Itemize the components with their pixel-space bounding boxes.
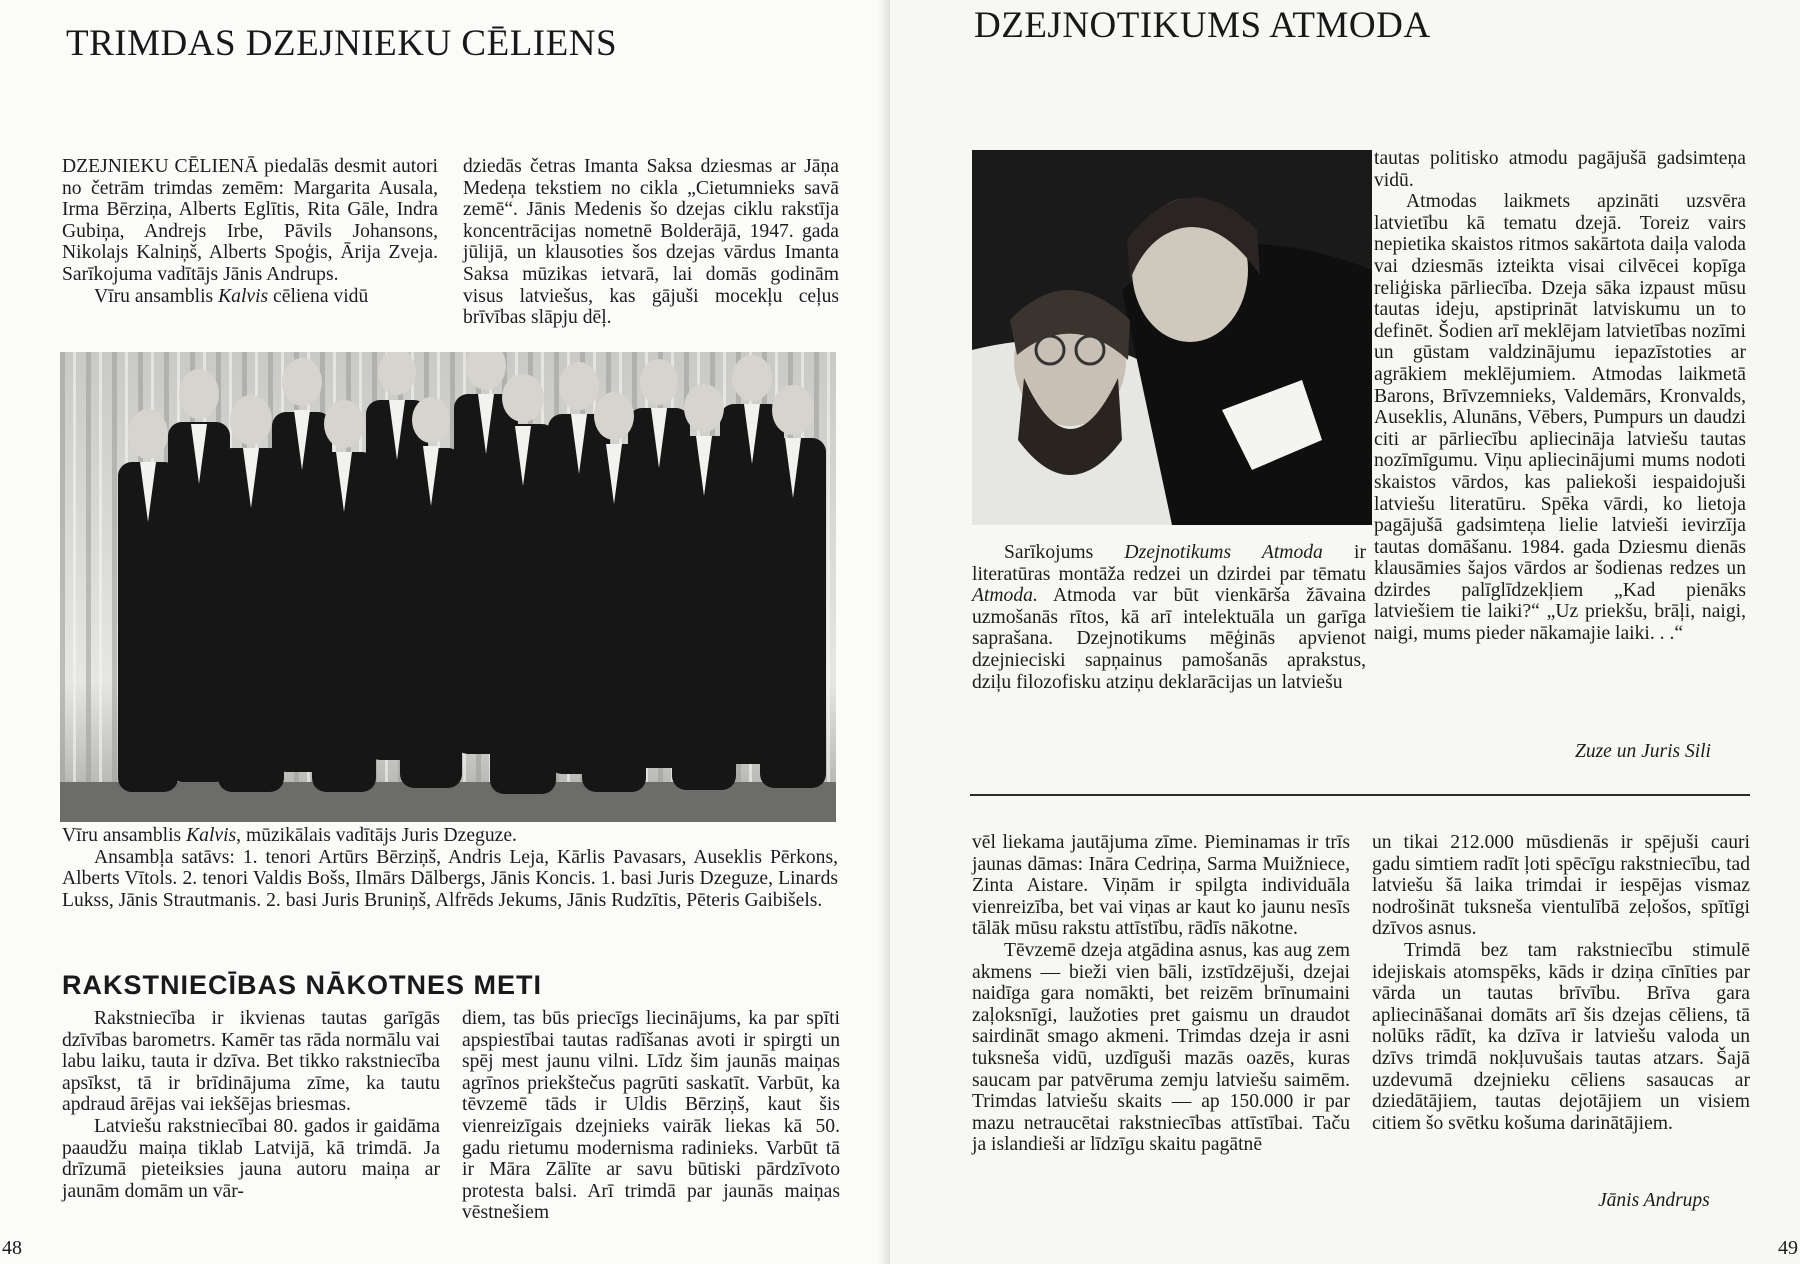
meti-paragraph-1: Rakstniecība ir ikvienas tautas garīgās dzīvības barometrs. Kamēr tas rāda normālu vai labu laiku, tauta ir dzīva. Bet tikko rakstniecība apsīkst, tā ir brīdinājuma zīme, ka tautu apdraud ārējas vai iekšējas briesmas.: [62, 1008, 440, 1116]
intro-paragraph: DZEJNIEKU CĒLIENĀ piedalās desmit autori no četrām trimdas zemēm: Margarita Ausala, Irma Bērziņa, Alberts Eglītis, Rita Gāle, Indra Gubiņa, Andrejs Irbe, Pāvils Johansons, Nikolajs Kalniņš, Alberts Spoģis, Ārija Zveja. Sarīkojuma vadītājs Jānis Andrups.: [62, 156, 438, 285]
choir-caption-line: Vīru ansamblis Kalvis, mūzikālais vadītājs Juris Dzeguze.: [62, 825, 517, 846]
poets-photo-image: [972, 150, 1372, 525]
choir-photo: [60, 352, 836, 822]
right-page: [890, 0, 1800, 1264]
atmoda-paragraph-2: Atmodas laikmets apzināti uzsvēra latvietību kā tematu dzejā. Toreiz vairs nepietika skaistos ritmos sakārtota daiļa valoda vai dziesmās izteikta visai cilvēcei kopīga reliģiska pārliecība. Dzeja sāka izpaust mūsu tautas ideju, apstiprināt latviskumu un to definēt. Šodien arī meklējam latvietības nozīmi un gūstam valdzinājumu iepazīstoties ar agrākiem meklējumiem. Atmodas laikmetā Barons, Brīvzemnieks, Valdemārs, Kronvalds, Auseklis, Alunāns, Vēbers, Pumpurs un daudzi citi ar pārliecību apliecināja latviešu tautas nozīmīgumu. Viņu apliecinājumi mums nodoti skaistos vārdos, kas paliekoši iespaidojuši latviešu literatūru. Spēka vārdi, ko lietoja pagājušā gadsimteņa lielie latvieši ievirzīja tautas domāšanu. 1984. gada Dziesmu dienās klausāmies šajos vārdos ar šodienas redzes un dzirdes palīglīdzekļiem „Kad pienāks latviešiem tie laiki?“ „Uz priekšu, brāļi, naigi, naigi, mums pieder nākamajie laiki. . .“: [1374, 191, 1746, 645]
kalvis-caption-italic: Kalvis: [186, 825, 237, 846]
intro-column-1: [62, 156, 438, 307]
left-page: [0, 0, 890, 1264]
meti-paragraph-2: Latviešu rakstniecībai 80. gados ir gaidāma paaudžu maiņa tiklab Latvijā, kā trimdā. Ja drīzumā pieteiksies jauna autoru maiņa ar jaunām domām un vār-: [62, 1115, 440, 1202]
atmoda-italic: Atmoda.: [972, 585, 1038, 607]
page-number-left: 48: [2, 1237, 22, 1259]
meti-paragraph-3: diem, tas būs priecīgs liecinājums, ka par spīti apspiestībai tautas radīšanas avoti ir spirgti un spēj mest jaunu vilni. Līdz šim jaunās maiņas agrīnos priekštečus pagrūti saskatīt. Varbūt, ka tēvzemē tāds ir Uldis Bērziņš, kaut šis vienreizīgais dzejnieks vairāk liekas kā 50. gadu rietumu modernisma radinieks. Varbūt tā ir Māra Zālīte ar savu būtiski pārdzīvoto protesta balsi. Arī trimdā par jaunās maiņas vēstnešiem: [462, 1008, 840, 1224]
meti-column-1: [62, 1008, 440, 1202]
dzejnotikums-italic: Dzejnotikums Atmoda: [1124, 542, 1323, 563]
bottom-column-2: [1372, 832, 1750, 1134]
atmoda-paragraph-1: tautas politisko atmodu pagājušā gadsimteņa vidū.: [1374, 148, 1746, 191]
bottom-paragraph-2: Tēvzemē dzeja atgādina asnus, kas aug zem akmens — bieži vien bāli, izstīdzējuši, dzejai naidīga gara nomākti, bet reizēm brīnumaini zaļoksnīgi, laužoties pret gaismu un draudot sairdināt smago akmeni. Trimdas dzeja ir asni tuksneša vidū, uzdīguši mazās oazēs, kuras saucam par patvēruma zemju latviešu saimēm. Trimdas latviešu skaits — ap 150.000 ir par mazu netraucētai rakstniecības attīstībai. Taču ja islandieši ar līdzīgu skaitu pagātnē: [972, 939, 1350, 1156]
atmoda-signature: Zuze un Juris Sili: [1575, 741, 1711, 762]
bottom-paragraph-3: un tikai 212.000 mūsdienās ir spējuši cauri gadu simtiem radīt ļoti spēcīgu rakstniecību, tad latviešu šā laika trimdai ir iespējas vismaz nodrošināt tuksneša vientulībā zeļošos, spītīgi dzīvos asnus.: [1372, 832, 1750, 940]
poets-photo: [972, 150, 1372, 525]
kalvis-italic: Kalvis: [218, 285, 269, 307]
bottom-column-1: [972, 832, 1350, 1156]
choir-caption: [62, 825, 838, 911]
meti-column-2: [462, 1008, 840, 1224]
page-number-right: 49: [1778, 1237, 1798, 1259]
atmoda-column: [1374, 148, 1746, 645]
intro-paragraph-kalvis: Vīru ansamblis Kalvis cēliena vidū: [94, 285, 369, 307]
section-heading-meti: RAKSTNIECĪBAS NĀKOTNES METI: [62, 970, 543, 1000]
page-title-left: TRIMDAS DZEJNIEKU CĒLIENS: [66, 23, 618, 64]
choir-members: Ansambļa satāvs: 1. tenori Artūrs Bērziņš, Andris Leja, Kārlis Pavasars, Auseklis Pērkons, Alberts Vītols. 2. tenori Valdis Bošs, Ilmārs Dālbergs, Jānis Koncis. 1. basi Juris Dzeguze, Linards Lukss, Jānis Strautmanis. 2. basi Juris Bruniņš, Alfrēds Jekums, Jānis Rudzītis, Pēteris Gaibišels.: [62, 846, 838, 911]
intro-paragraph-2: dziedās četras Imanta Saksa dziesmas ar Jāņa Medeņa tekstiem no cikla „Cietumnieks savā zemē“. Jānis Medenis šo dzejas ciklu rakstīja koncentrācijas nometnē Bolderājā, 1947. gada jūlijā, un klausoties šos dzejas vārdus Imanta Saksa mūzikas ietvarā, lai domās godinām visus latviešus, kas gājuši mocekļu ceļus brīvības slāpju dēļ.: [463, 156, 839, 329]
bottom-paragraph-4: Trimdā bez tam rakstniecību stimulē idejiskais atomspēks, kāds ir dziņa cīnīties par vārda un tautas brīvību. Brīva gara apliecināšanai domāts arī šis dzejas cēliens, tā nolūks rādīt, ka dzīva ir latviešu valoda un dzīvs trimdā nokļuvušais tautas atzars. Šajā uzdevumā dzejnieku cēliens sasaucas ar dziedātājiem, tautas dejotājiem un visiem citiem šo svētku košuma darinātājiem.: [1372, 939, 1750, 1134]
photo-caption-text: Sarīkojums Dzejnotikums Atmoda ir literatūras montāža redzei un dzirdei par tēmatu Atmoda. Atmoda var būt vienkārša žāvaina uzmošanās rītos, kā arī intelektuāla un garīga saprašana. Dzejnotikums mēģinās apvienot dzejnieciski sapņainus pamošanās aprakstus, dziļu filozofisku atziņu deklarācijas un latviešu: [972, 542, 1366, 693]
bottom-signature: Jānis Andrups: [1598, 1190, 1710, 1211]
bottom-paragraph-1: vēl liekama jautājuma zīme. Pieminamas ir trīs jaunas dāmas: Ināra Cedriņa, Sarma Muižniece, Zinta Aistare. Viņām ir spilgta individuāla vienreizība, bet vai viņas ar kaut ko jaunu nesīs tālāk mūsu rakstu attīstību, rādīs nākotne.: [972, 832, 1350, 940]
photo-caption-right: [972, 542, 1366, 693]
choir-photo-image: [60, 352, 836, 822]
section-divider-rule: [970, 794, 1750, 796]
intro-column-2: [463, 156, 839, 329]
page-title-right: DZEJNOTIKUMS ATMODA: [974, 5, 1431, 46]
